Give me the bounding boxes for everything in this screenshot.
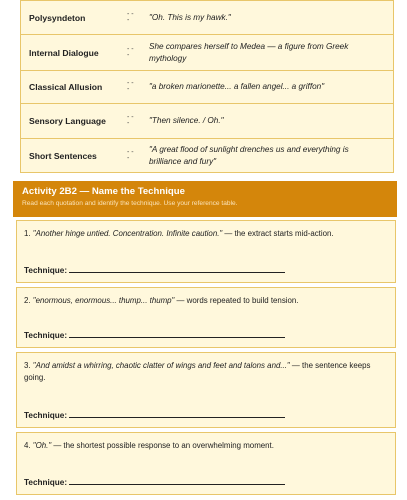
technique-label: Technique:	[24, 411, 68, 420]
reference-row	[21, 138, 393, 172]
question-note: — the extract starts mid-action.	[222, 229, 334, 238]
reference-table	[20, 0, 394, 173]
reference-row	[21, 103, 393, 138]
technique-answer-line[interactable]	[69, 484, 285, 485]
technique-example: "a broken marionette... a fallen angel... a griffon"	[149, 82, 325, 91]
technique-answer-line[interactable]	[69, 337, 285, 338]
reference-row	[21, 34, 393, 70]
technique-term: Short Sentences	[29, 150, 97, 161]
question-number: 3.	[24, 361, 31, 370]
technique-term: Classical Allusion	[29, 82, 103, 92]
dash-marker: - - -	[127, 10, 134, 24]
technique-answer	[24, 478, 285, 487]
question-quote: "Oh."	[32, 441, 52, 450]
question-note: — the sentence keeps going.	[24, 361, 371, 382]
question-text	[24, 440, 388, 452]
technique-example: "Oh. This is my hawk."	[149, 12, 231, 22]
question-quote: "And amidst a whirring, chaotic clatter of wings and feet and talons and..."	[32, 361, 290, 370]
technique-label: Technique:	[24, 478, 68, 487]
question-text	[24, 360, 388, 384]
question-number: 1.	[24, 229, 31, 238]
reference-row	[21, 70, 393, 103]
question-box	[16, 352, 396, 428]
technique-answer	[24, 411, 285, 420]
technique-answer	[24, 331, 285, 340]
technique-term: Internal Dialogue	[29, 47, 99, 58]
dash-marker: - - -	[127, 80, 134, 93]
question-number: 2.	[24, 296, 31, 305]
technique-label: Technique:	[24, 266, 68, 275]
technique-term: Sensory Language	[29, 116, 106, 126]
technique-example: "Then silence. / Oh."	[149, 116, 224, 125]
technique-example: She compares herself to Medea — a figure from Greek mythology	[149, 41, 349, 63]
activity-title: Activity 2B2 — Name the Technique	[22, 186, 185, 197]
technique-label: Technique:	[24, 331, 68, 340]
dash-marker: - - -	[127, 45, 134, 59]
question-number: 4.	[24, 441, 31, 450]
question-note: — the shortest possible response to an overwhelming moment.	[51, 441, 274, 450]
question-quote: "Another hinge untied. Concentration. Infinite caution."	[32, 229, 223, 238]
question-box	[16, 432, 396, 495]
question-note: — words repeated to build tension.	[174, 296, 299, 305]
technique-example: "A great flood of sunlight drenches us and everything is brilliance and fury"	[149, 144, 349, 166]
question-box	[16, 287, 396, 348]
question-text	[24, 295, 388, 307]
question-text	[24, 228, 388, 240]
technique-answer-line[interactable]	[69, 272, 285, 273]
question-box	[16, 220, 396, 283]
dash-marker: - - -	[127, 148, 134, 162]
activity-instructions: Read each quotation and identify the technique. Use your reference table.	[22, 200, 238, 207]
dash-marker: - - -	[127, 114, 134, 127]
technique-answer	[24, 266, 285, 275]
activity-header	[13, 181, 397, 217]
question-quote: "enormous, enormous... thump... thump"	[32, 296, 175, 305]
technique-answer-line[interactable]	[69, 417, 285, 418]
technique-term: Polysyndeton	[29, 12, 86, 23]
reference-row	[21, 0, 393, 34]
